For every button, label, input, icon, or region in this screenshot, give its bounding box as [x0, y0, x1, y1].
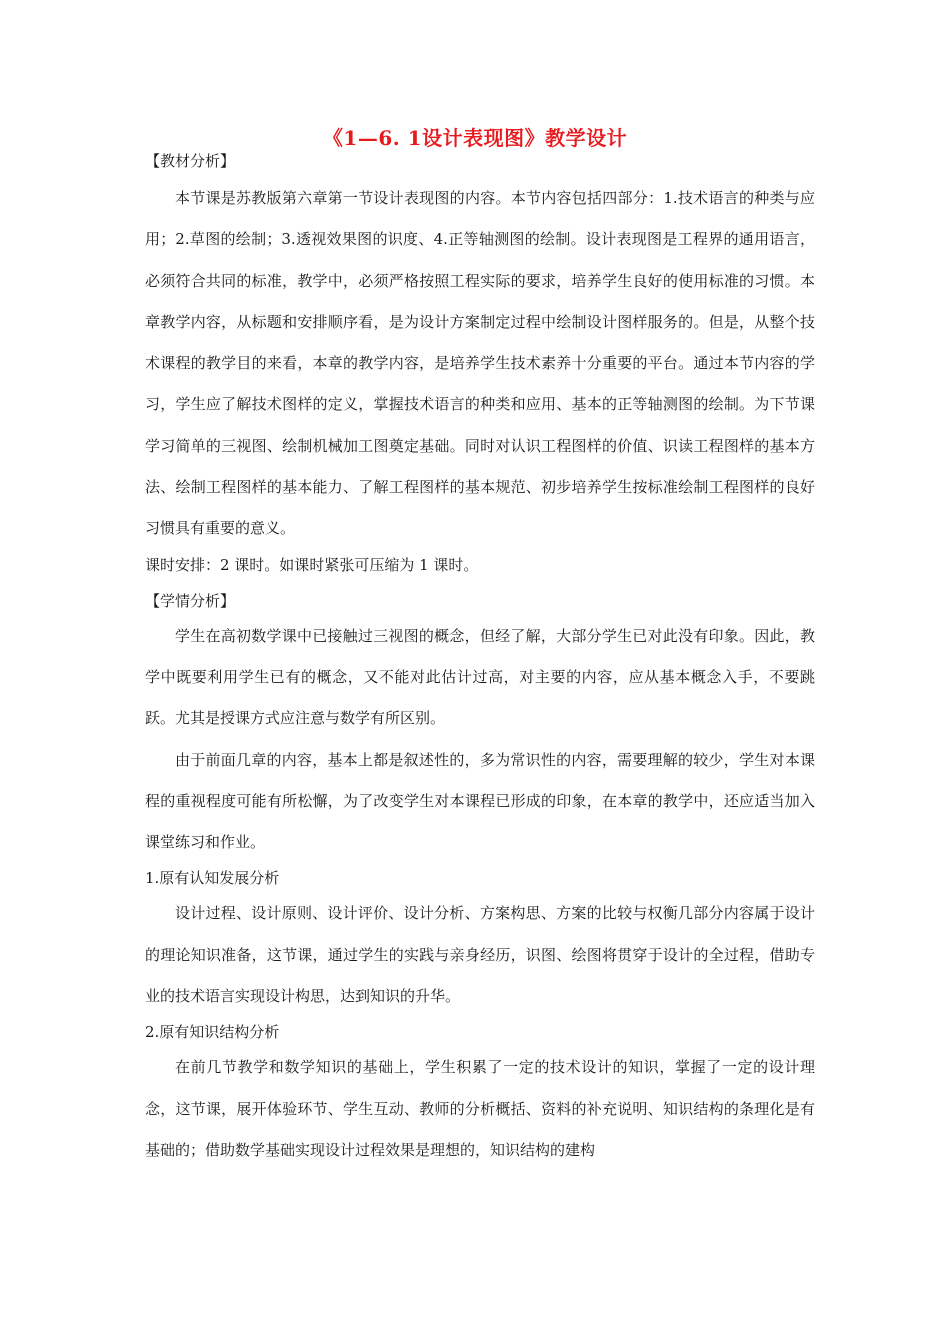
- section-heading-knowledge-structure: 2.原有知识结构分析: [145, 1023, 280, 1042]
- section-heading-textbook-analysis: 【教材分析】: [145, 152, 236, 170]
- schedule-line: 课时安排：2 课时。如课时紧张可压缩为 1 课时。: [145, 555, 479, 574]
- section-heading-cognitive-analysis: 1.原有认知发展分析: [145, 869, 280, 888]
- paragraph-cognitive-analysis: 设计过程、设计原则、设计评价、设计分析、方案构思、方案的比较与权衡几部分内容属于设计的理论知识准备，这节课，通过学生的实践与亲身经历，识图、绘图将贯穿于设计的全过程，借助专业的技术语言实现设计构思，达到知识的升华。: [145, 904, 815, 1006]
- section-heading-learner-analysis: 【学情分析】: [145, 591, 236, 610]
- paragraph-knowledge-structure: 在前几节教学和数学知识的基础上，学生积累了一定的技术设计的知识，掌握了一定的设计理念，这节课，展开体验环节、学生互动、教师的分析概括、资料的补充说明、知识结构的条理化是有基础的；借助数学基础实现设计过程效果是理想的，知识结构的建构: [145, 1058, 815, 1159]
- paragraph-learner-analysis-2: 由于前面几章的内容，基本上都是叙述性的，多为常识性的内容，需要理解的较少，学生对本课程的重视程度可能有所松懈，为了改变学生对本课程已形成的印象，在本章的教学中，还应适当加入课堂练习和作业。: [145, 750, 815, 852]
- document-body: [145, 148, 815, 1171]
- document-title: 《1—6. 1设计表现图》教学设计: [322, 126, 628, 150]
- paragraph-learner-analysis-1: 学生在高初数学课中已接触过三视图的概念，但经了解，大部分学生已对此没有印象。因此，教学中既要利用学生已有的概念，又不能对此估计过高，对主要的内容，应从基本概念入手，不要跳跃。尤其是授课方式应注意与数学有所区别。: [145, 626, 815, 728]
- paragraph-textbook-analysis: 本节课是苏教版第六章第一节设计表现图的内容。本节内容包括四部分：1.技术语言的种类与应用；2.草图的绘制；3.透视效果图的识度、4.正等轴测图的绘制。设计表现图是工程界的通用语言，必须符合共同的标准，教学中，必须严格按照工程实际的要求，培养学生良好的使用标准的习惯。本章教学内容，从标题和安排顺序看，是为设计方案制定过程中绘制设计图样服务的。但是，从整个技术课程的教学目的来看，本章的教学内容，是培养学生技术素养十分重要的平台。通过本节内容的学习，学生应了解技术图样的定义，掌握技术语言的种类和应用、基本的正等轴测图的绘制。为下节课学习简单的三视图、绘制机械加工图奠定基础。同时对认识工程图样的价值、识读工程图样的基本方法、绘制工程图样的基本能力、了解工程图样的基本规范、初步培养学生按标准绘制工程图样的良好习惯具有重要的意义。: [145, 189, 815, 538]
